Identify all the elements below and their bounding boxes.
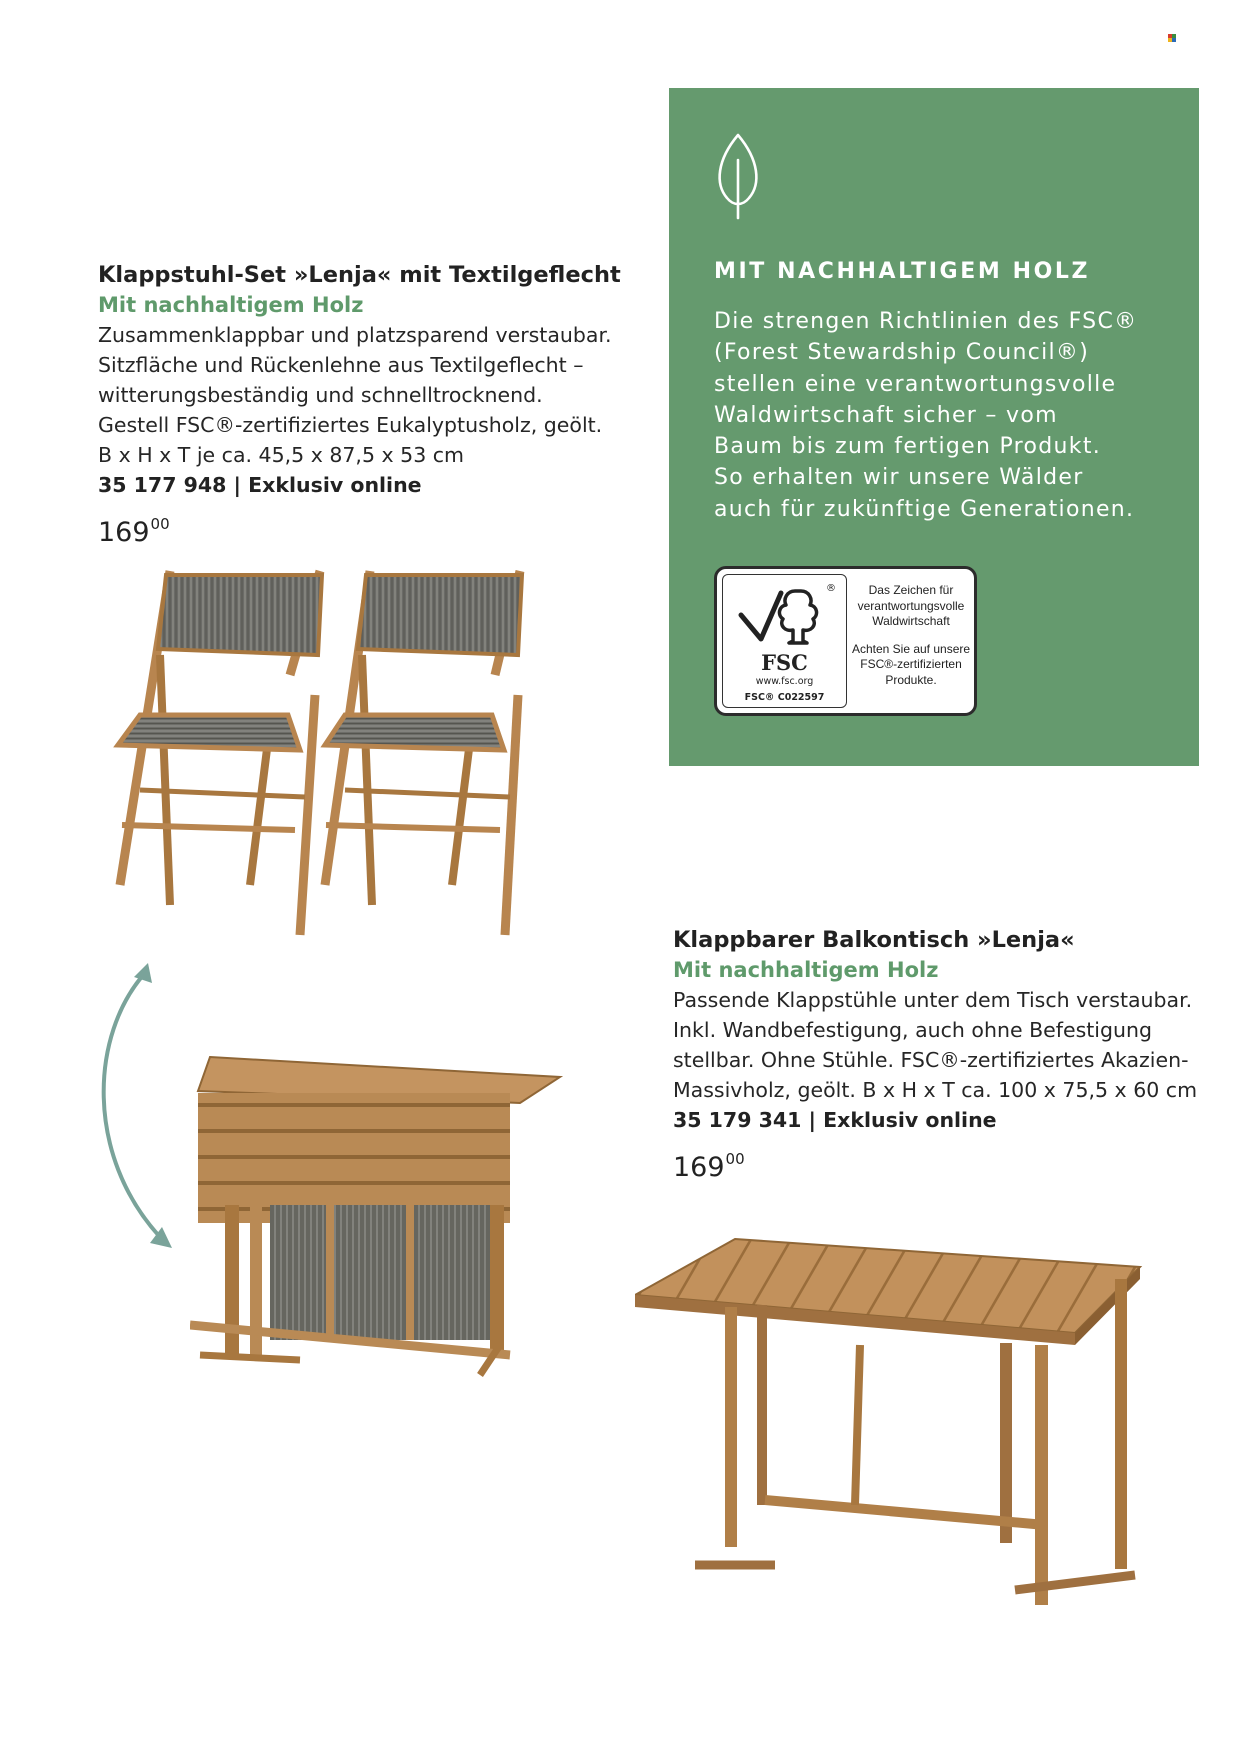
fsc-text-line: verantwortungsvolle	[857, 598, 965, 613]
fsc-text-line: FSC®-zertifizierten	[860, 657, 962, 671]
panel-body	[714, 306, 1137, 525]
fsc-text-line: Waldwirtschaft	[872, 614, 950, 628]
product-2-description-line: stellbar. Ohne Stühle. FSC®-zertifiziertes Akazien-	[673, 1048, 1189, 1072]
fsc-text-line: Produkte.	[885, 672, 937, 687]
fsc-text-line: Achten Sie auf unsere	[851, 641, 971, 656]
leaf-icon	[713, 132, 763, 222]
chair-left	[118, 571, 322, 935]
product-2-title: Klappbarer Balkontisch »Lenja«	[673, 927, 1075, 953]
sustainability-panel	[669, 88, 1199, 766]
product-1-description-line: Sitzfläche und Rückenlehne aus Textilgeflecht –	[98, 353, 584, 377]
fold-double-arrow-icon	[90, 955, 180, 1255]
product-2-info	[673, 925, 1197, 1186]
product-1-description-line: Zusammenklappbar und platzsparend verstaubar.	[98, 323, 612, 347]
product-2-description-line: Massivholz, geölt. B x H x T ca. 100 x 75,5 x 60 cm	[673, 1078, 1198, 1102]
fsc-logo	[722, 574, 847, 708]
product-1-title: Klappstuhl-Set »Lenja« mit Textilgeflecht	[98, 262, 621, 288]
product-1-description-line: Gestell FSC®-zertifiziertes Eukalyptusholz, geölt.	[98, 413, 603, 437]
product-2-price-cents: 00	[725, 1150, 745, 1168]
product-1-description-line: witterungsbeständig und schnelltrocknend.	[98, 383, 543, 407]
product-2-description-line: Inkl. Wandbefestigung, auch ohne Befestigung	[673, 1018, 1152, 1042]
folded-table-image	[190, 1055, 570, 1380]
panel-heading: MIT NACHHALTIGEM HOLZ	[714, 259, 1091, 284]
fsc-wordmark: FSC	[761, 650, 808, 675]
fsc-url: www.fsc.org	[755, 676, 814, 687]
product-2-article-number: 35 179 341 | Exklusiv online	[673, 1108, 997, 1132]
open-table-image	[635, 1235, 1150, 1615]
fsc-label	[714, 566, 977, 716]
panel-body-line: Waldwirtschaft sicher – vom	[714, 402, 1058, 428]
product-1-article-number: 35 177 948 | Exklusiv online	[98, 473, 422, 497]
product-2-description-line: Passende Klappstühle unter dem Tisch verstaubar.	[673, 988, 1193, 1012]
product-1-info	[98, 260, 621, 551]
product-1-description	[98, 320, 621, 470]
product-1-price-cents: 00	[150, 515, 170, 533]
fsc-text-line: Das Zeichen für	[868, 583, 954, 597]
panel-body-line: Baum bis zum fertigen Produkt.	[714, 434, 1102, 460]
folding-chairs-image	[100, 565, 560, 945]
product-1-subtitle: Mit nachhaltigem Holz	[98, 293, 364, 317]
product-1-price-main: 169	[98, 517, 150, 548]
panel-body-line: stellen eine verantwortungsvolle	[714, 371, 1117, 397]
chair-right	[325, 571, 522, 935]
fsc-label-text	[850, 583, 972, 688]
panel-body-line: (Forest Stewardship Council®)	[714, 340, 1090, 366]
fsc-license-code: FSC® C022597	[744, 692, 825, 703]
product-1-price	[98, 506, 621, 551]
panel-body-line: auch für zukünftige Generationen.	[714, 496, 1135, 522]
fsc-tree-checkmark-icon	[723, 575, 845, 651]
product-1-description-line: B x H x T je ca. 45,5 x 87,5 x 53 cm	[98, 443, 464, 467]
product-2-price	[673, 1141, 1197, 1186]
panel-body-line: Die strengen Richtlinien des FSC®	[714, 309, 1138, 334]
product-2-price-main: 169	[673, 1152, 725, 1183]
corner-color-mark	[1168, 34, 1176, 42]
product-2-description	[673, 985, 1197, 1105]
panel-body-line: So erhalten wir unsere Wälder	[714, 465, 1084, 491]
product-2-subtitle: Mit nachhaltigem Holz	[673, 958, 939, 982]
fsc-registered-mark: ®	[826, 583, 836, 594]
